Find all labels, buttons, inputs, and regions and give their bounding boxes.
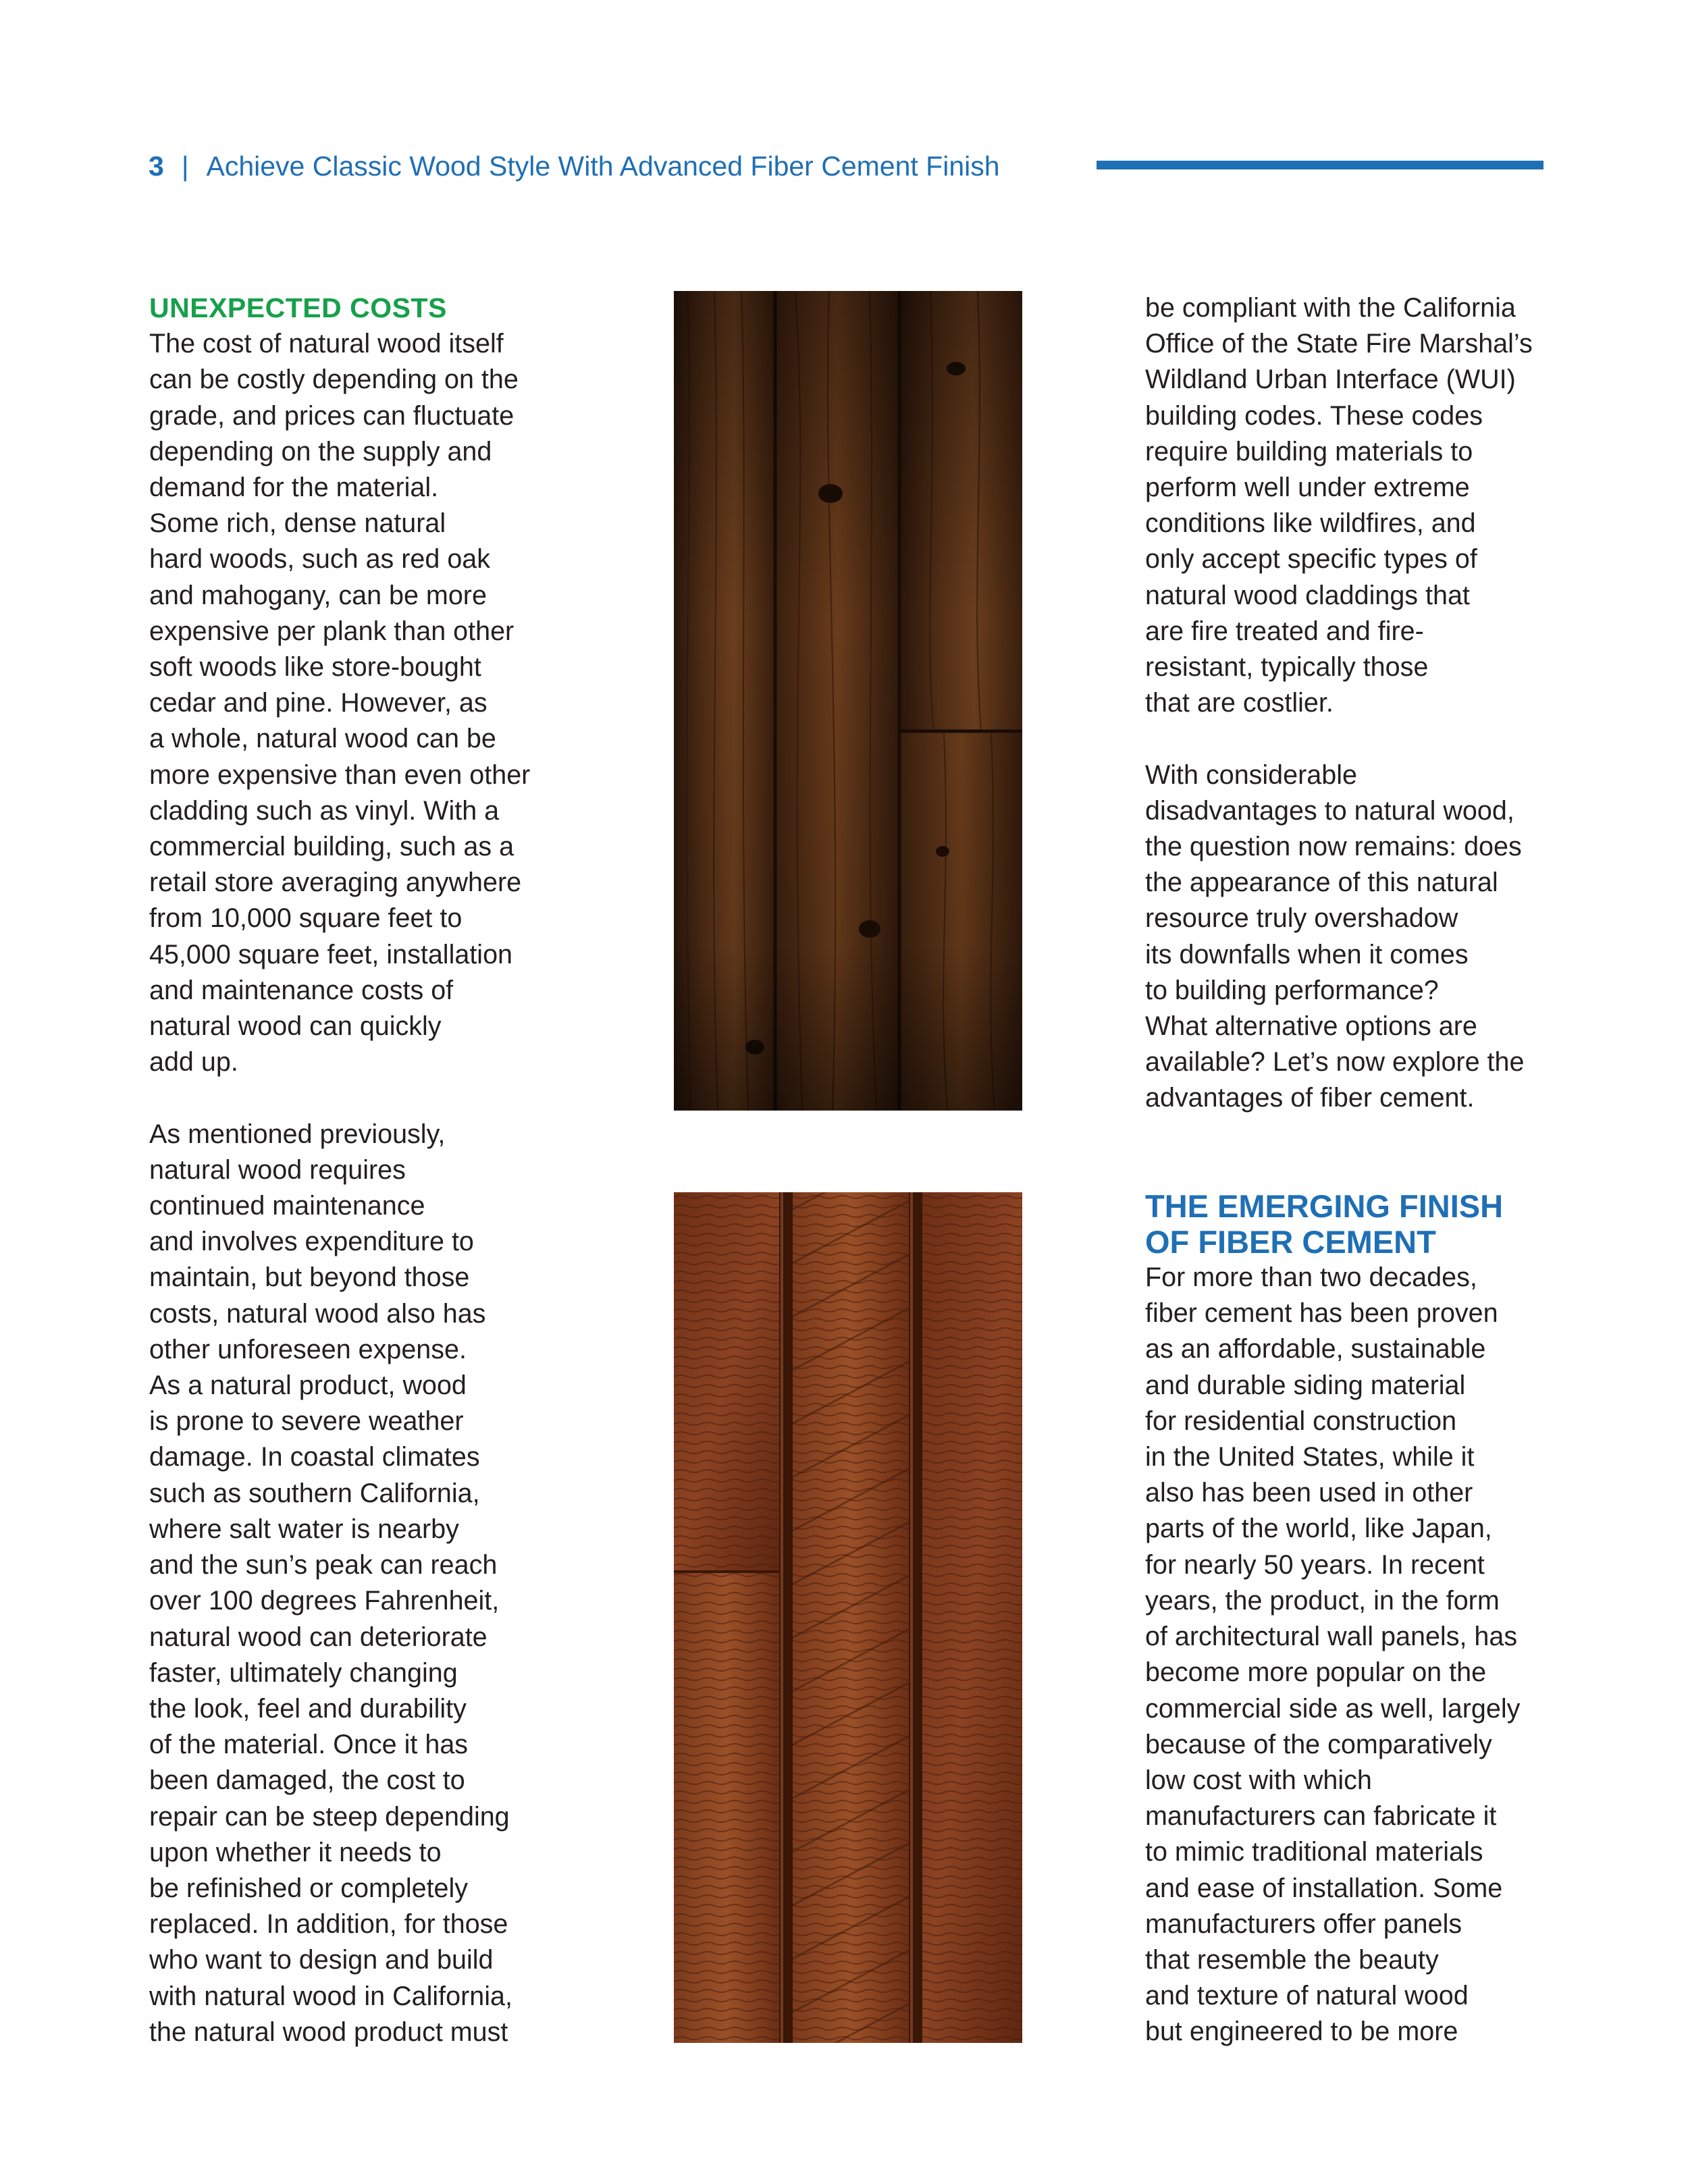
text-line: and involves expenditure to [149, 1227, 474, 1257]
text-line: a whole, natural wood can be [149, 724, 496, 754]
text-line: building codes. These codes [1145, 400, 1483, 431]
text-line: with natural wood in California, [149, 1981, 512, 2011]
text-line: the question now remains: does [1145, 832, 1522, 862]
text-line: THE EMERGING FINISH [1145, 1188, 1504, 1224]
text-line: are fire treated and fire- [1145, 616, 1424, 646]
text-line: over 100 degrees Fahrenheit, [149, 1586, 500, 1616]
text-line: costs, natural wood also has [149, 1298, 486, 1329]
text-line: parts of the world, like Japan, [1145, 1514, 1492, 1544]
text-line: natural wood can deteriorate [149, 1622, 487, 1652]
text-line: available? Let’s now explore the [1145, 1047, 1525, 1077]
text-line: to mimic traditional materials [1145, 1837, 1483, 1867]
section-heading-fiber-cement [1145, 1188, 1564, 1260]
text-line: years, the product, in the form [1145, 1585, 1500, 1616]
text-line: of architectural wall panels, has [1145, 1622, 1518, 1652]
text-line: commercial building, such as a [149, 832, 515, 862]
text-line: is prone to severe weather [149, 1406, 464, 1437]
text-line: natural wood requires [149, 1154, 406, 1185]
text-line: that are costlier. [1145, 688, 1334, 718]
header-separator: | [181, 150, 189, 182]
text-line: maintain, but beyond those [149, 1262, 470, 1293]
text-line: other unforeseen expense. [149, 1334, 467, 1364]
text-line: require building materials to [1145, 436, 1473, 467]
text-line: such as southern California, [149, 1478, 480, 1508]
text-line: expensive per plank than other [149, 616, 515, 646]
text-line: only accept specific types of [1145, 544, 1477, 575]
text-line: Wildland Urban Interface (WUI) [1145, 365, 1516, 395]
text-line: OF FIBER CEMENT [1145, 1223, 1436, 1260]
text-line: and durable siding material [1145, 1370, 1466, 1400]
text-line: conditions like wildfires, and [1145, 508, 1476, 539]
text-line: For more than two decades, [1145, 1262, 1477, 1293]
text-line: in the United States, while it [1145, 1442, 1475, 1472]
text-line: and maintenance costs of [149, 975, 454, 1005]
header-rule [1097, 161, 1544, 169]
text-line: of the material. Once it has [149, 1730, 469, 1760]
text-line: soft woods like store-bought [149, 652, 481, 683]
section-gap [1145, 1117, 1564, 1188]
text-line: resource truly overshadow [1145, 903, 1458, 934]
text-line: add up. [149, 1047, 238, 1077]
text-line: With considerable [1145, 760, 1357, 790]
text-line: for nearly 50 years. In recent [1145, 1549, 1485, 1580]
text-line: Some rich, dense natural [149, 508, 446, 539]
text-line: resistant, typically those [1145, 652, 1429, 683]
text-line: disadvantages to natural wood, [1145, 795, 1514, 826]
text-line: and the sun’s peak can reach [149, 1550, 498, 1580]
text-line: because of the comparatively [1145, 1729, 1492, 1759]
text-line: upon whether it needs to [149, 1837, 442, 1867]
right-column [1145, 290, 1564, 2050]
document-title: Achieve Classic Wood Style With Advanced Fiber Cement Finish [206, 150, 1000, 182]
text-line: the appearance of this natural [1145, 868, 1498, 898]
text-line: become more popular on the [1145, 1657, 1487, 1688]
text-line: cladding such as vinyl. With a [149, 795, 500, 826]
text-line: also has been used in other [1145, 1478, 1473, 1508]
text-line: depending on the supply and [149, 436, 492, 467]
text-line: faster, ultimately changing [149, 1657, 458, 1688]
text-line: as an affordable, sustainable [1145, 1334, 1486, 1364]
text-line: and mahogany, can be more [149, 580, 487, 610]
text-line: retail store averaging anywhere [149, 868, 522, 898]
left-paragraph-1 [149, 326, 568, 1080]
text-line: manufacturers can fabricate it [1145, 1801, 1497, 1832]
text-line: Office of the State Fire Marshal’s [1145, 329, 1533, 359]
paragraph-gap [1145, 721, 1564, 757]
text-line: its downfalls when it comes [1145, 939, 1469, 969]
text-line: natural wood can quickly [149, 1011, 442, 1042]
fiber-cement-svg [674, 1192, 1022, 2043]
text-line: What alternative options are [1145, 1011, 1477, 1042]
text-line: repair can be steep depending [149, 1801, 510, 1832]
text-line: for residential construction [1145, 1406, 1457, 1436]
text-line: hard woods, such as red oak [149, 544, 491, 575]
text-line: the natural wood product must [149, 2017, 508, 2047]
text-line: be compliant with the California [1145, 293, 1516, 323]
text-line: demand for the material. [149, 473, 439, 503]
right-paragraph-1 [1145, 290, 1564, 721]
text-line: the look, feel and durability [149, 1693, 467, 1724]
left-column [149, 290, 568, 2050]
text-line: who want to design and build [149, 1945, 494, 1975]
paragraph-gap [149, 1080, 568, 1116]
text-line: and texture of natural wood [1145, 1981, 1469, 2011]
text-line: replaced. In addition, for those [149, 1909, 508, 1940]
text-line: damage. In coastal climates [149, 1442, 480, 1472]
text-line: The cost of natural wood itself [149, 329, 504, 359]
text-line: continued maintenance [149, 1191, 425, 1221]
text-line: that resemble the beauty [1145, 1944, 1439, 1975]
text-line: but engineered to be more [1145, 2017, 1458, 2047]
right-paragraph-2 [1145, 757, 1564, 1117]
text-line: and ease of installation. Some [1145, 1873, 1503, 1903]
text-line: As a natural product, wood [149, 1370, 467, 1401]
text-line: advantages of fiber cement. [1145, 1083, 1475, 1113]
page-header [149, 146, 1000, 186]
text-line: As mentioned previously, [149, 1119, 446, 1149]
text-line: natural wood claddings that [1145, 580, 1470, 610]
text-line: can be costly depending on the [149, 365, 519, 395]
text-line: fiber cement has been proven [1145, 1298, 1498, 1329]
text-line: low cost with which [1145, 1765, 1372, 1795]
text-line: more expensive than even other [149, 760, 531, 790]
text-line: been damaged, the cost to [149, 1765, 465, 1796]
text-line: to building performance? [1145, 975, 1439, 1005]
text-line: commercial side as well, largely [1145, 1693, 1521, 1724]
text-line: grade, and prices can fluctuate [149, 400, 515, 431]
text-line: be refinished or completely [149, 1873, 469, 1903]
natural-wood-svg [674, 291, 1022, 1111]
right-paragraph-3 [1145, 1260, 1564, 2050]
text-line: from 10,000 square feet to [149, 903, 463, 934]
fiber-cement-image [674, 1192, 1022, 2043]
text-line: perform well under extreme [1145, 473, 1470, 503]
text-line: 45,000 square feet, installation [149, 939, 513, 969]
natural-wood-image [674, 291, 1022, 1111]
text-line: cedar and pine. However, as [149, 688, 487, 718]
left-paragraph-2 [149, 1117, 568, 2050]
text-line: where salt water is nearby [149, 1514, 459, 1544]
page-number: 3 [149, 150, 164, 182]
section-heading-unexpected-costs: UNEXPECTED COSTS [149, 292, 447, 323]
text-line: manufacturers offer panels [1145, 1909, 1462, 1939]
